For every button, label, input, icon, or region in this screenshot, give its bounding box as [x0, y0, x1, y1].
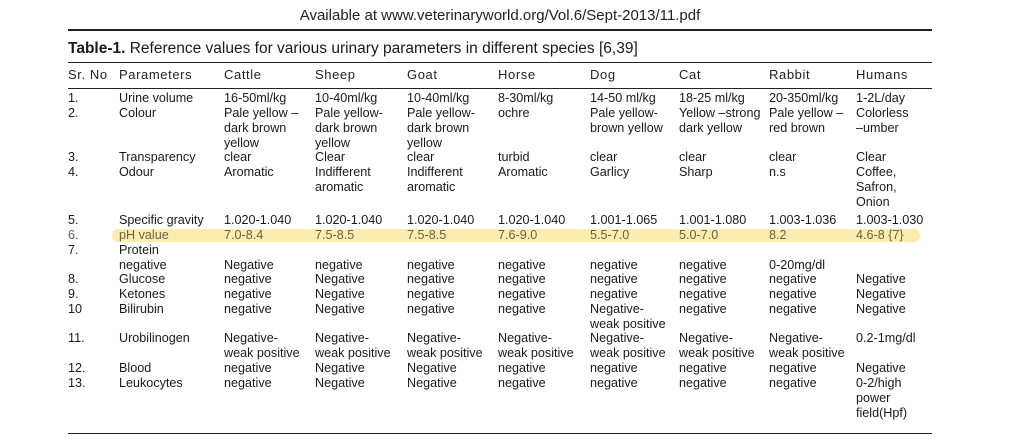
- table-cell-cat: 18-25 ml/kg: [679, 91, 745, 105]
- table-cell-dog: Garlicy: [590, 165, 630, 179]
- table-cell-horse: negative: [498, 361, 546, 375]
- row-number: 13.: [68, 376, 86, 390]
- table-cell-cattle: Aromatic: [224, 165, 274, 179]
- column-header-horse: Horse: [498, 67, 536, 82]
- table-cell-humans: Negative: [856, 287, 906, 301]
- column-header-parameters: Parameters: [119, 67, 193, 82]
- table-cell-dog: negative: [590, 376, 638, 390]
- table-cell-sheep: Pale yellow- dark brown yellow: [315, 106, 383, 150]
- table-cell-rabbit: negative: [769, 302, 817, 316]
- table-cell-humans: Negative: [856, 302, 906, 316]
- table-cell-humans: 1-2L/day: [856, 91, 906, 105]
- table-cell-cat: negative: [679, 257, 727, 272]
- table-cell-horse: negative: [498, 376, 546, 390]
- table-cell-cattle: 1.020-1.040: [224, 213, 292, 227]
- column-header-sheep: Sheep: [315, 67, 356, 82]
- column-header-humans: Humans: [856, 67, 909, 82]
- column-header-cattle: Cattle: [224, 67, 262, 82]
- table-cell-cat: clear: [679, 150, 707, 164]
- table-cell-horse: negative: [498, 287, 546, 301]
- parameter-name: pH value: [119, 228, 169, 242]
- table-cell-cattle: negative: [224, 272, 272, 286]
- parameter-name: Bilirubin: [119, 302, 164, 316]
- table-cell-sheep: negative: [315, 257, 363, 272]
- table-cell-cat: negative: [679, 361, 727, 375]
- header-top-rule: [68, 62, 932, 63]
- table-cell-rabbit: clear: [769, 150, 797, 164]
- table-cell-rabbit: 1.003-1.036: [769, 213, 837, 227]
- table-cell-goat: negative: [407, 257, 455, 272]
- table-cell-cattle: Negative: [224, 257, 274, 272]
- parameter-name: Urine volume: [119, 91, 194, 105]
- table-cell-cattle: negative: [224, 361, 272, 375]
- table-cell-humans: 1.003-1.030: [856, 213, 924, 227]
- table-cell-dog: Negative- weak positive: [590, 302, 666, 331]
- row-number: 3.: [68, 150, 79, 164]
- table-cell-rabbit: Pale yellow – red brown: [769, 106, 844, 135]
- table-cell-cattle: 16-50ml/kg: [224, 91, 287, 105]
- table-cell-sheep: Indifferent aromatic: [315, 165, 371, 194]
- table-cell-cat: 1.001-1.080: [679, 213, 747, 227]
- table-cell-sheep: 10-40ml/kg: [315, 91, 378, 105]
- table-cell-goat: Negative: [407, 361, 457, 375]
- top-rule: [68, 29, 932, 31]
- table-cell-cat: Sharp: [679, 165, 713, 179]
- table-cell-rabbit: Negative- weak positive: [769, 331, 845, 360]
- column-header-rabbit: Rabbit: [769, 67, 811, 82]
- parameter-name: Ketones: [119, 287, 166, 301]
- table-cell-dog: clear: [590, 150, 618, 164]
- table-cell-goat: 1.020-1.040: [407, 213, 475, 227]
- row-number: 6.: [68, 228, 79, 242]
- row-number: 9.: [68, 287, 79, 301]
- table-cell-horse: 1.020-1.040: [498, 213, 566, 227]
- caption-text: Reference values for various urinary parameters in different species [6,39]: [129, 40, 638, 57]
- parameter-name: Leukocytes: [119, 376, 183, 390]
- table-cell-horse: negative: [498, 302, 546, 316]
- table-cell-cat: negative: [679, 302, 727, 316]
- table-cell-cattle: clear: [224, 150, 252, 164]
- table-cell-cat: Negative- weak positive: [679, 331, 755, 360]
- table-cell-rabbit: negative: [769, 361, 817, 375]
- parameter-name: Specific gravity: [119, 213, 204, 227]
- column-header-cat: Cat: [679, 67, 702, 82]
- table-cell-goat: negative: [407, 302, 455, 316]
- table-cell-dog: negative: [590, 272, 638, 286]
- column-header-dog: Dog: [590, 67, 616, 82]
- table-cell-dog: Pale yellow- brown yellow: [590, 106, 663, 135]
- table-cell-dog: negative: [590, 287, 638, 301]
- table-cell-humans: Coffee, Safron, Onion: [856, 165, 897, 209]
- table-cell-sheep: Clear: [315, 150, 346, 164]
- table-cell-cat: Yellow –strong dark yellow: [679, 106, 761, 135]
- table-cell-horse: negative: [498, 272, 546, 286]
- table-cell-humans: Colorless –umber: [856, 106, 909, 135]
- table-cell-horse: ochre: [498, 106, 530, 120]
- row-number: 5.: [68, 213, 79, 227]
- parameter-name: Protein negative: [119, 243, 167, 272]
- table-cell-sheep: Negative- weak positive: [315, 331, 391, 360]
- caption-label: Table-1.: [68, 40, 126, 57]
- table-cell-goat: clear: [407, 150, 435, 164]
- table-cell-goat: Negative- weak positive: [407, 331, 483, 360]
- table-cell-goat: Pale yellow- dark brown yellow: [407, 106, 475, 150]
- parameter-name: Odour: [119, 165, 155, 179]
- parameter-name: Glucose: [119, 272, 166, 286]
- table-cell-humans: 0.2-1mg/dl: [856, 331, 916, 345]
- table-caption: [68, 40, 638, 58]
- table-cell-goat: Negative: [407, 376, 457, 390]
- table-cell-horse: turbid: [498, 150, 530, 164]
- parameter-name: Transparency: [119, 150, 196, 164]
- table-cell-dog: 1.001-1.065: [590, 213, 658, 227]
- column-header-sr-no: Sr. No: [68, 67, 108, 82]
- table-cell-humans: 4.6-8 {7}: [856, 228, 904, 242]
- table-cell-horse: Aromatic: [498, 165, 548, 179]
- table-cell-cattle: negative: [224, 302, 272, 316]
- row-number: 10: [68, 302, 83, 316]
- table-cell-horse: 7.6-9.0: [498, 228, 538, 242]
- source-url: Available at www.veterinaryworld.org/Vol.6/Sept-2013/11.pdf: [299, 7, 701, 24]
- table-cell-goat: negative: [407, 272, 455, 286]
- table-cell-sheep: 1.020-1.040: [315, 213, 383, 227]
- row-number: 8.: [68, 272, 79, 286]
- table-cell-dog: negative: [590, 361, 638, 375]
- table-cell-humans: Negative: [856, 272, 906, 286]
- parameter-name: Urobilinogen: [119, 331, 190, 345]
- table-cell-horse: negative: [498, 257, 546, 272]
- table-cell-sheep: 7.5-8.5: [315, 228, 355, 242]
- table-cell-dog: negative: [590, 257, 638, 272]
- table-cell-cattle: 7.0-8.4: [224, 228, 264, 242]
- table-cell-dog: 5.5-7.0: [590, 228, 630, 242]
- table-cell-sheep: Negative: [315, 376, 365, 390]
- table-cell-rabbit: negative: [769, 376, 817, 390]
- table-cell-horse: Negative- weak positive: [498, 331, 574, 360]
- row-number: 11.: [68, 331, 85, 345]
- table-cell-rabbit: 8.2: [769, 228, 787, 242]
- parameter-name: Colour: [119, 106, 157, 120]
- table-cell-goat: negative: [407, 287, 455, 301]
- table-cell-humans: Negative: [856, 361, 906, 375]
- row-number: 4.: [68, 165, 79, 179]
- table-cell-humans: 0-2/high power field(Hpf): [856, 376, 908, 420]
- row-number: 7.: [68, 243, 79, 257]
- table-cell-cat: 5.0-7.0: [679, 228, 719, 242]
- row-number: 1.: [68, 91, 79, 105]
- table-cell-cat: negative: [679, 287, 727, 301]
- table-cell-goat: 7.5-8.5: [407, 228, 447, 242]
- table-cell-cattle: negative: [224, 287, 272, 301]
- table-cell-sheep: Negative: [315, 287, 365, 301]
- table-cell-sheep: Negative: [315, 302, 365, 316]
- table-cell-sheep: Negative: [315, 272, 365, 286]
- table-cell-goat: 10-40ml/kg: [407, 91, 470, 105]
- table-cell-dog: 14-50 ml/kg: [590, 91, 656, 105]
- table-bottom-rule: [68, 433, 932, 434]
- table-cell-horse: 8-30ml/kg: [498, 91, 554, 105]
- table-cell-sheep: Negative: [315, 361, 365, 375]
- column-header-goat: Goat: [407, 67, 438, 82]
- table-cell-dog: Negative- weak positive: [590, 331, 666, 360]
- table-cell-cattle: negative: [224, 376, 272, 390]
- table-cell-rabbit: negative: [769, 272, 817, 286]
- table-cell-cat: negative: [679, 376, 727, 390]
- table-cell-cattle: Negative- weak positive: [224, 331, 300, 360]
- table-cell-cat: negative: [679, 272, 727, 286]
- table-cell-rabbit: 0-20mg/dl: [769, 257, 826, 272]
- table-cell-rabbit: negative: [769, 287, 817, 301]
- table-cell-rabbit: n.s: [769, 165, 786, 179]
- header-bottom-rule: [68, 88, 932, 89]
- parameter-name: Blood: [119, 361, 152, 375]
- table-cell-humans: Clear: [856, 150, 887, 164]
- table-cell-goat: Indifferent aromatic: [407, 165, 463, 194]
- row-number: 12.: [68, 361, 86, 375]
- table-cell-rabbit: 20-350ml/kg: [769, 91, 839, 105]
- table-cell-cattle: Pale yellow – dark brown yellow: [224, 106, 299, 150]
- row-number: 2.: [68, 106, 79, 120]
